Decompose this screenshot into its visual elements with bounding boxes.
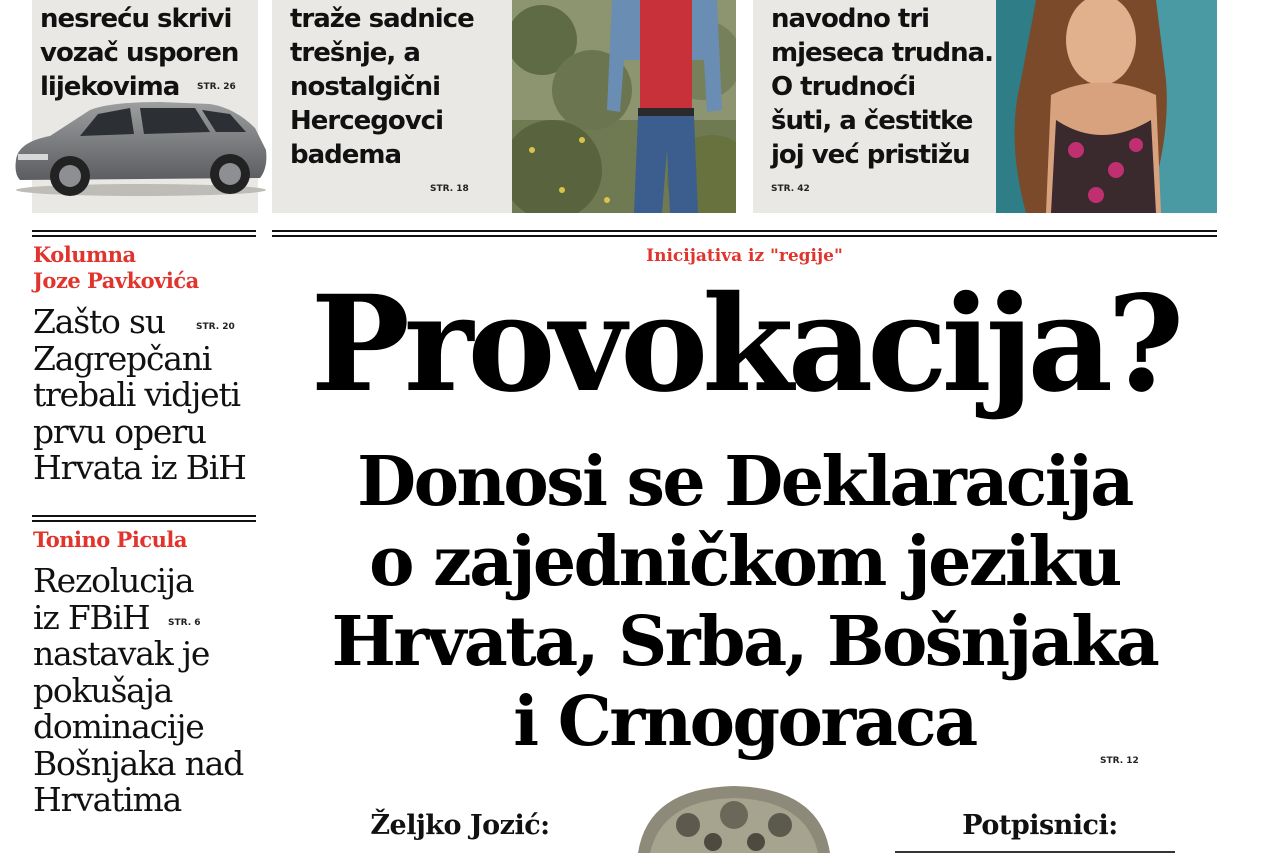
main-headline[interactable]: Provokacija?: [310, 267, 1179, 422]
teaser-2[interactable]: [272, 0, 512, 213]
column-picula[interactable]: [33, 527, 257, 819]
woman-photo: [996, 0, 1217, 213]
potpisnici-text-cut: [895, 840, 1185, 853]
main-kicker: Inicijativa iz "regije": [646, 246, 843, 266]
jozic-text-cut: [320, 840, 600, 853]
main-page: STR. 12: [1100, 756, 1139, 766]
stone-relief-photo: [628, 780, 840, 853]
teaser-3[interactable]: [753, 0, 996, 213]
car-photo: [10, 98, 272, 198]
column-author: Kolumna Joze Pavkovića: [33, 242, 199, 293]
teaser-1-page: STR. 26: [197, 82, 236, 92]
teaser-3-page: STR. 42: [771, 184, 810, 194]
column-title: Zašto su Zagrepčani trebali vidjeti prvu operu Hrvata iz BiH: [33, 302, 246, 487]
column-author: Tonino Picula: [33, 527, 187, 552]
main-subhead[interactable]: Donosi se Deklaracija o zajedničkom jeziku Hrvata, Srba, Bošnjaka i Crnogoraca: [331, 442, 1158, 762]
rule-sidebar-top: [32, 230, 256, 237]
rule-main-top: [272, 230, 1217, 237]
man-photo: [512, 0, 736, 213]
rule-sidebar-mid: [32, 515, 256, 522]
column-title: Rezolucija iz FBiH nastavak je pokušaja dominacije Bošnjaka nad Hrvatima: [33, 561, 244, 819]
teaser-3-text: navodno tri mjeseca trudna. O trudnoći šuti, a čestitke joj već pristižu: [771, 4, 994, 170]
teaser-2-text: traže sadnice trešnje, a nostalgični Hercegovci badema: [290, 4, 474, 170]
column-picula-page: STR. 6: [168, 618, 201, 628]
column-pavkovic-page: STR. 20: [196, 322, 235, 332]
column-pavkovic[interactable]: [33, 242, 257, 487]
teaser-1-text: nesreću skrivi vozač usporen lijekovima: [40, 4, 239, 102]
jozic-head[interactable]: Željko Jozić:: [370, 810, 550, 841]
potpisnici-head[interactable]: Potpisnici:: [962, 810, 1118, 841]
teaser-2-page: STR. 18: [430, 184, 469, 194]
